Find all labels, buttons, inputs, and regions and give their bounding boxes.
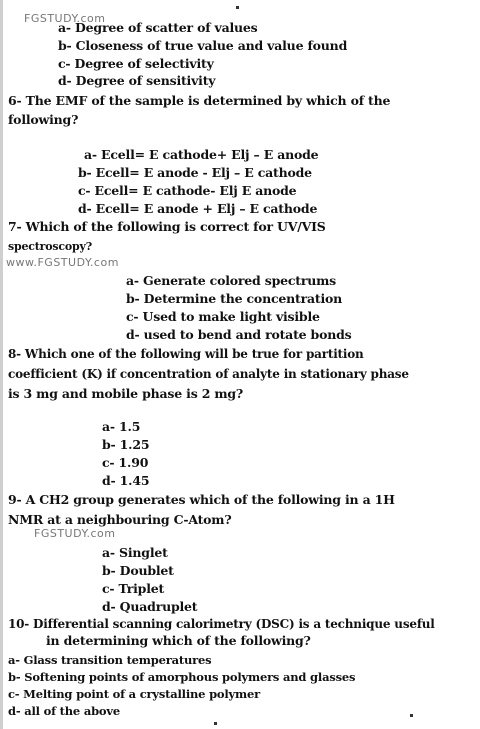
q8-question-line: 8- Which one of the following will be true for partition [8,347,364,361]
scan-speck [236,6,239,9]
q6-option-a: a- Ecell= E cathode+ Elj – E anode [84,147,319,162]
q9-option-b: b- Doublet [102,563,174,578]
q6-question-line: 6- The EMF of the sample is determined by which of the [8,93,391,108]
q10-option-d: d- all of the above [8,704,120,718]
q6-option-c: c- Ecell= E cathode- Elj E anode [78,183,297,198]
q6-option-d: d- Ecell= E anode + Elj – E cathode [78,201,318,216]
q10-option-c: c- Melting point of a crystalline polymer [8,687,260,701]
q8-option-b: b- 1.25 [102,437,150,452]
q8-option-a: a- 1.5 [102,419,141,434]
scan-edge [0,0,3,729]
q9-question-line: 9- A CH2 group generates which of the following in a 1H [8,492,395,507]
q10-option-b: b- Softening points of amorphous polymers and glasses [8,670,356,684]
q5-option-b: b- Closeness of true value and value found [58,38,348,53]
watermark: FGSTUDY.com [34,527,116,540]
q10-option-a: a- Glass transition temperatures [8,653,212,667]
q7-option-d: d- used to bend and rotate bonds [126,327,352,342]
q10-question-line: in determining which of the following? [46,633,311,648]
q6-question-line: following? [8,112,79,127]
q7-option-b: b- Determine the concentration [126,291,343,306]
q9-option-a: a- Singlet [102,545,168,560]
watermark: FGSTUDY.com [24,12,106,25]
q7-question-line: spectroscopy? [8,240,92,253]
q8-question-line: is 3 mg and mobile phase is 2 mg? [8,386,244,401]
q8-option-c: c- 1.90 [102,455,149,470]
q8-option-d: d- 1.45 [102,473,150,488]
q10-question-line: 10- Differential scanning calorimetry (DSC) is a technique useful [8,617,435,631]
watermark: www.FGSTUDY.com [6,256,119,269]
q5-option-d: d- Degree of sensitivity [58,73,216,88]
q7-question-line: 7- Which of the following is correct for UV/VIS [8,219,326,234]
scan-speck [214,722,217,725]
q5-option-c: c- Degree of selectivity [58,56,214,71]
q8-question-line: coefficient (K) if concentration of analyte in stationary phase [8,367,409,381]
q5-option-a: a- Degree of scatter of values [58,20,258,35]
q9-question-line: NMR at a neighbouring C-Atom? [8,512,232,527]
q7-option-c: c- Used to make light visible [126,309,320,324]
q9-option-d: d- Quadruplet [102,599,198,614]
scan-speck [410,714,413,717]
q7-option-a: a- Generate colored spectrums [126,273,336,288]
q6-option-b: b- Ecell= E anode - Elj – E cathode [78,165,312,180]
q9-option-c: c- Triplet [102,581,165,596]
